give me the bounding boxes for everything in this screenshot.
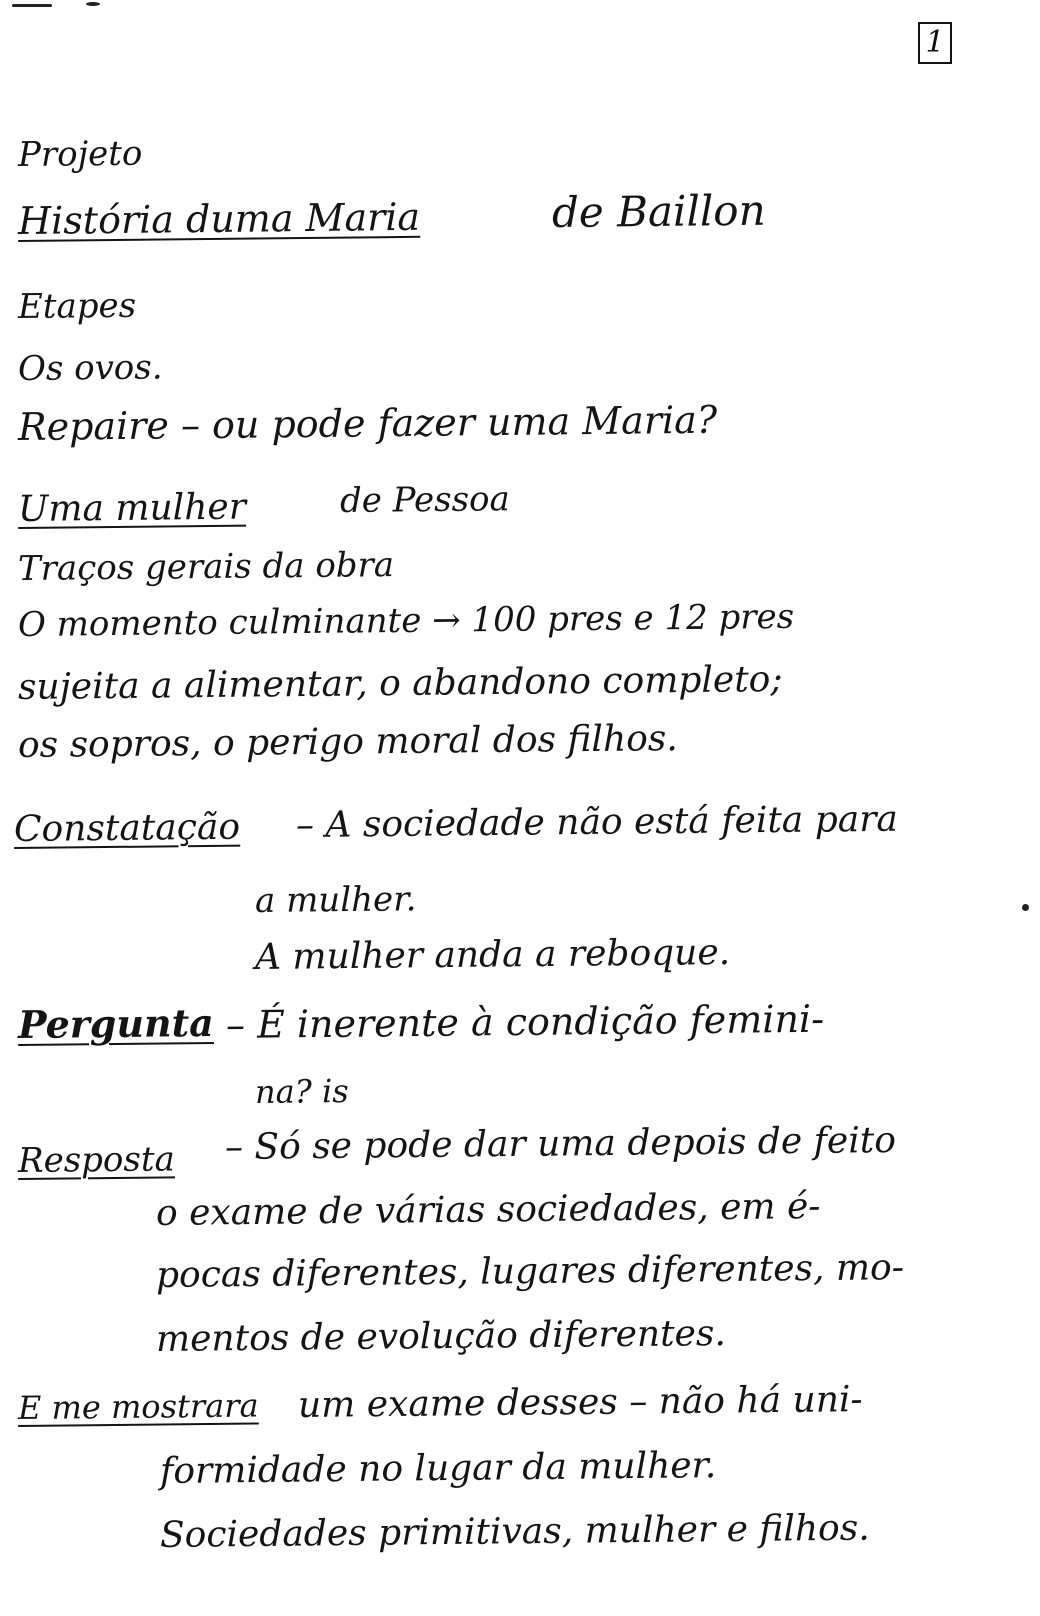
line-11-label: Constatação xyxy=(13,806,241,850)
line-16-label: Resposta xyxy=(17,1139,175,1181)
line-7: Traços gerais da obra xyxy=(17,545,395,589)
line-9: sujeita a alimentar, o abandono completo; xyxy=(17,658,783,708)
line-14-text: – É inerente à condição femini- xyxy=(225,996,825,1047)
line-18: pocas diferentes, lugares diferentes, mo- xyxy=(155,1247,905,1296)
line-6-author: de Pessoa xyxy=(339,479,511,521)
line-2-author: de Baillon xyxy=(551,185,766,237)
line-21: formidade no lugar da mulher. xyxy=(159,1445,717,1492)
line-14-label: Pergunta xyxy=(17,999,214,1047)
ink-mark xyxy=(1022,904,1029,911)
page-number: 1 xyxy=(918,22,952,64)
line-22: Sociedades primitivas, mulher e filhos. xyxy=(159,1507,870,1556)
line-19: mentos de evolução diferentes. xyxy=(155,1313,726,1360)
line-6-title: Uma mulher xyxy=(17,486,247,530)
line-4: Os ovos. xyxy=(17,347,163,389)
line-1: Projeto xyxy=(17,133,143,175)
line-8: O momento culminante → 100 pres e 12 pres xyxy=(17,596,795,645)
line-11-text: – A sociedade não está feita para xyxy=(295,798,899,846)
line-16-text: – Só se pode dar uma depois de feito xyxy=(224,1119,897,1168)
line-12: a mulher. xyxy=(254,879,417,921)
ink-mark xyxy=(12,4,52,7)
ink-mark xyxy=(86,2,100,6)
line-15: na? is xyxy=(254,1072,349,1111)
line-3: Etapes xyxy=(17,285,137,327)
line-2-title: História duma Maria xyxy=(17,194,421,243)
line-20-text: um exame desses – não há uni- xyxy=(297,1379,863,1426)
line-13: A mulher anda a reboque. xyxy=(254,932,731,978)
line-10: os sopros, o perigo moral dos filhos. xyxy=(17,718,678,766)
line-17: o exame de várias sociedades, em é- xyxy=(155,1186,821,1234)
line-20-label: E me mostrara xyxy=(17,1386,259,1427)
line-5: Repaire – ou pode fazer uma Maria? xyxy=(17,397,718,449)
